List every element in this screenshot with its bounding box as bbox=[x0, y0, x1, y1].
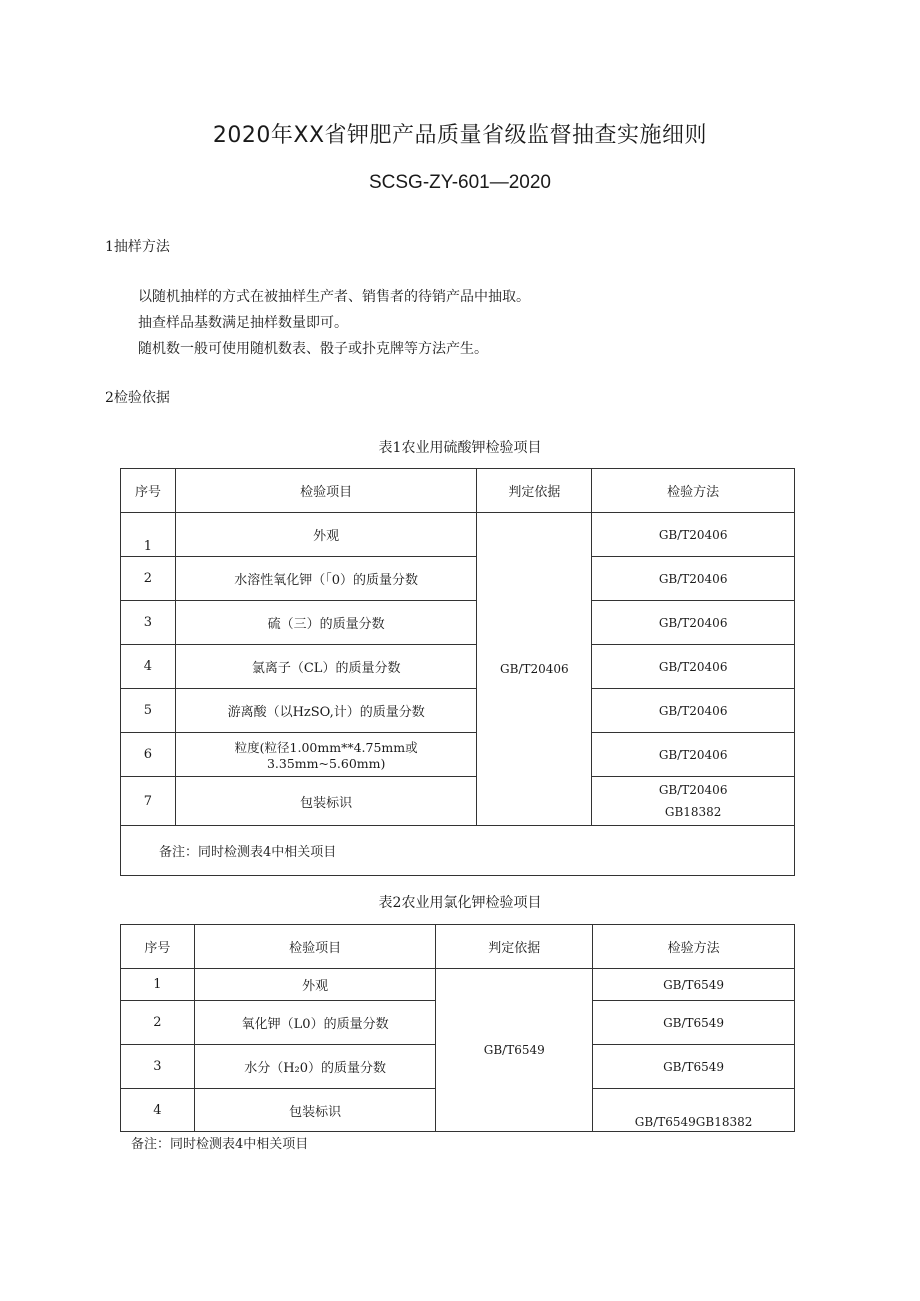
table2-caption: 表2农业用氯化钾检验项目 bbox=[378, 895, 542, 911]
cell-basis: GB/T20406 bbox=[477, 513, 592, 826]
paragraph: 抽查样品基数满足抽样数量即可。 bbox=[138, 315, 348, 331]
table1 bbox=[120, 468, 795, 876]
col-header-method: 检验方法 bbox=[593, 925, 795, 969]
method-line: GB18382 bbox=[664, 805, 722, 819]
table-row bbox=[121, 777, 795, 826]
paragraph: 随机数一般可使用随机数表、骰子或扑克牌等方法产生。 bbox=[138, 341, 488, 357]
col-header-item: 检验项目 bbox=[194, 925, 436, 969]
cell-no: 1 bbox=[121, 513, 176, 557]
table2 bbox=[120, 924, 795, 1132]
cell-method: GB/T6549 bbox=[593, 1001, 795, 1045]
cell-item: 水分（H₂0）的质量分数 bbox=[194, 1045, 436, 1089]
document-title: 2020年XX省钾肥产品质量省级监督抽查实施细则 bbox=[212, 123, 708, 148]
col-header-basis: 判定依据 bbox=[436, 925, 593, 969]
table1-note-row bbox=[121, 826, 795, 876]
cell-item: 游离酸（以HzSO,计）的质量分数 bbox=[175, 689, 477, 733]
cell-item: 硫（三）的质量分数 bbox=[175, 601, 477, 645]
cell-no: 5 bbox=[121, 689, 176, 733]
table-row bbox=[121, 557, 795, 601]
table1-header-row bbox=[121, 469, 795, 513]
col-header-item: 检验项目 bbox=[175, 469, 477, 513]
cell-item: 氯离子（CL）的质量分数 bbox=[175, 645, 477, 689]
cell-method: GB/T20406 bbox=[592, 513, 795, 557]
col-header-no: 序号 bbox=[121, 925, 195, 969]
table-row bbox=[121, 733, 795, 777]
paragraph: 以随机抽样的方式在被抽样生产者、销售者的待销产品中抽取。 bbox=[138, 289, 530, 305]
table-row bbox=[121, 601, 795, 645]
col-header-basis: 判定依据 bbox=[477, 469, 592, 513]
cell-item: 粒度(粒径1.00mm**4.75mm或3.35mm~5.60mm) bbox=[175, 733, 477, 777]
cell-no: 7 bbox=[121, 777, 176, 826]
cell-item: 氧化钾（L0）的质量分数 bbox=[194, 1001, 436, 1045]
cell-no: 1 bbox=[121, 969, 195, 1001]
cell-no: 2 bbox=[121, 1001, 195, 1045]
cell-method: GB/T20406 bbox=[592, 557, 795, 601]
cell-item: 水溶性氧化钾（「0）的质量分数 bbox=[175, 557, 477, 601]
table1-note: 备注：同时检测表4中相关项目 bbox=[121, 826, 795, 876]
cell-item: 外观 bbox=[194, 969, 436, 1001]
cell-no: 6 bbox=[121, 733, 176, 777]
cell-method bbox=[592, 777, 795, 826]
table-row bbox=[121, 689, 795, 733]
cell-item: 包装标识 bbox=[194, 1089, 436, 1132]
table2-header-row bbox=[121, 925, 795, 969]
col-header-no: 序号 bbox=[121, 469, 176, 513]
table2-note: 备注：同时检测表4中相关项目 bbox=[131, 1137, 309, 1152]
cell-method: GB/T6549 bbox=[593, 1045, 795, 1089]
cell-no: 3 bbox=[121, 1045, 195, 1089]
cell-method: GB/T20406 bbox=[592, 645, 795, 689]
cell-no: 3 bbox=[121, 601, 176, 645]
section-heading-basis: 2检验依据 bbox=[105, 390, 170, 406]
table-row bbox=[121, 645, 795, 689]
cell-method: GB/T20406 bbox=[592, 689, 795, 733]
cell-method: GB/T20406 bbox=[592, 733, 795, 777]
col-header-method: 检验方法 bbox=[592, 469, 795, 513]
cell-method: GB/T6549GB18382 bbox=[593, 1089, 795, 1132]
cell-no: 2 bbox=[121, 557, 176, 601]
cell-no: 4 bbox=[121, 1089, 195, 1132]
cell-no: 4 bbox=[121, 645, 176, 689]
table1-caption: 表1农业用硫酸钾检验项目 bbox=[378, 440, 542, 456]
cell-method: GB/T6549 bbox=[593, 969, 795, 1001]
section-heading-sampling: 1抽样方法 bbox=[105, 239, 170, 255]
cell-method: GB/T20406 bbox=[592, 601, 795, 645]
cell-item: 外观 bbox=[175, 513, 477, 557]
table-row bbox=[121, 969, 795, 1001]
method-line: GB/T20406 bbox=[658, 783, 728, 797]
cell-item: 包装标识 bbox=[175, 777, 477, 826]
cell-basis: GB/T6549 bbox=[436, 969, 593, 1132]
document-code: SCSG-ZY-601—2020 bbox=[368, 172, 551, 193]
table-row bbox=[121, 513, 795, 557]
